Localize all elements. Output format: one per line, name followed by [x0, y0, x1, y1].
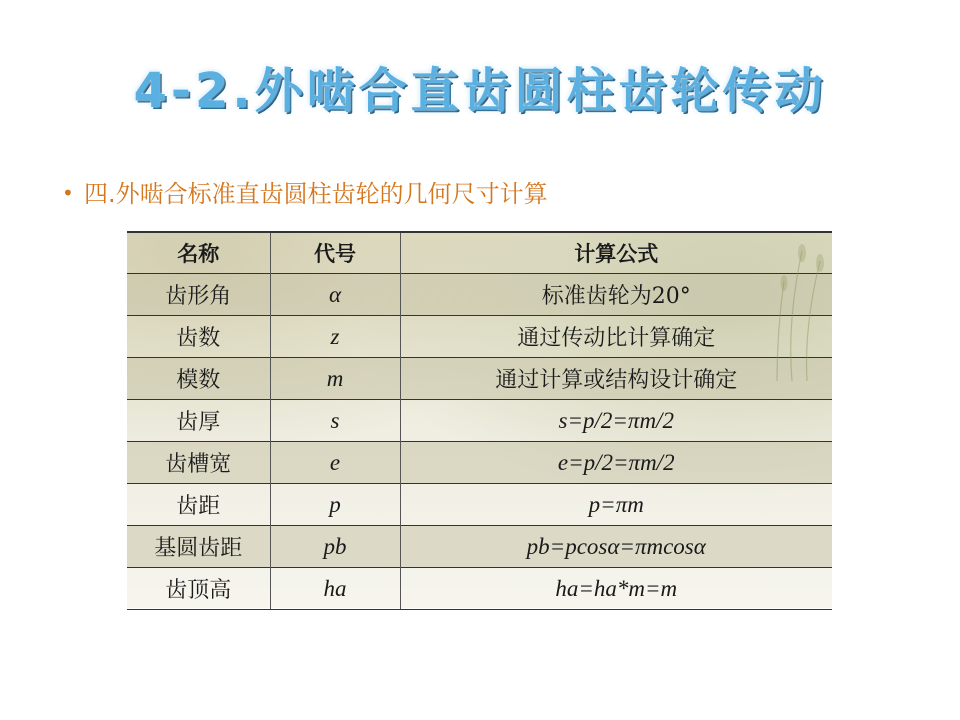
bullet-item: [62, 174, 548, 209]
table-row: [127, 400, 832, 442]
cell-name: 齿形角: [127, 274, 270, 316]
cell-name: 模数: [127, 358, 270, 400]
header-name: 名称: [127, 232, 270, 274]
gear-dimension-table: [127, 231, 832, 608]
cell-name: 齿距: [127, 484, 270, 526]
cell-name: 齿槽宽: [127, 442, 270, 484]
cell-symbol: α: [270, 274, 400, 316]
bullet-dot-icon: •: [62, 181, 74, 205]
cell-name: 齿顶高: [127, 568, 270, 610]
cell-formula: 通过传动比计算确定: [400, 316, 832, 358]
cell-symbol: s: [270, 400, 400, 442]
header-symbol: 代号: [270, 232, 400, 274]
cell-formula: 通过计算或结构设计确定: [400, 358, 832, 400]
table-row: [127, 316, 832, 358]
cell-formula: pb=pcosα=πmcosα: [400, 526, 832, 568]
table-row: [127, 526, 832, 568]
table: [127, 231, 832, 610]
table-row: [127, 442, 832, 484]
cell-symbol: p: [270, 484, 400, 526]
cell-symbol: z: [270, 316, 400, 358]
cell-formula: 标准齿轮为20°: [400, 274, 832, 316]
cell-symbol: pb: [270, 526, 400, 568]
cell-formula: p=πm: [400, 484, 832, 526]
bullet-text: 四.外啮合标准直齿圆柱齿轮的几何尺寸计算: [84, 180, 548, 208]
cell-name: 齿厚: [127, 400, 270, 442]
cell-formula: e=p/2=πm/2: [400, 442, 832, 484]
slide-title: 4-2.外啮合直齿圆柱齿轮传动: [133, 63, 827, 119]
cell-name: 基圆齿距: [127, 526, 270, 568]
table-row: [127, 358, 832, 400]
header-row: [127, 232, 832, 274]
cell-formula: ha=ha*m=m: [400, 568, 832, 610]
cell-name: 齿数: [127, 316, 270, 358]
cell-symbol: e: [270, 442, 400, 484]
table-row: [127, 274, 832, 316]
cell-symbol: m: [270, 358, 400, 400]
header-formula: 计算公式: [400, 232, 832, 274]
table-row: [127, 484, 832, 526]
table-row: [127, 568, 832, 610]
cell-symbol: ha: [270, 568, 400, 610]
cell-formula: s=p/2=πm/2: [400, 400, 832, 442]
